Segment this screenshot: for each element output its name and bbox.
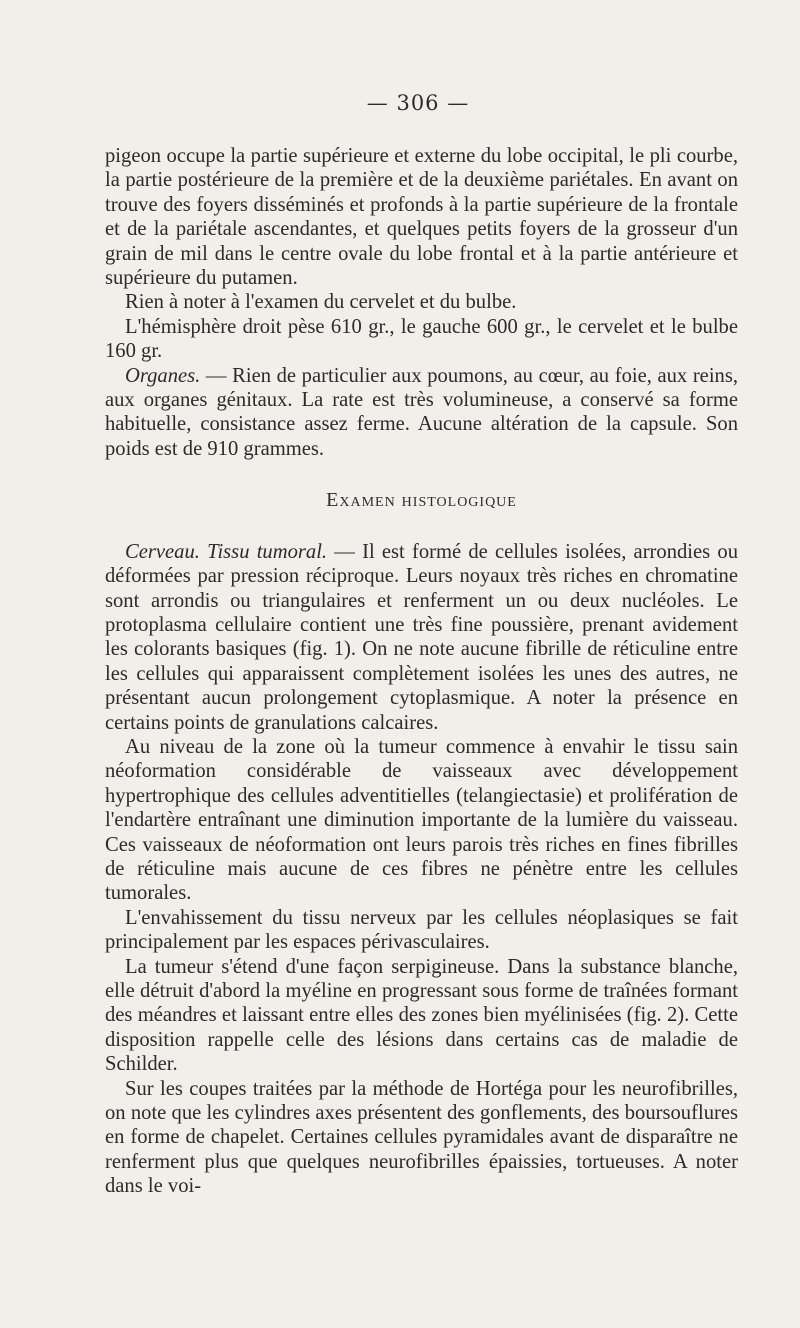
paragraph-6: Au niveau de la zone où la tumeur commence à envahir le tissu sain néoformation considérable de vaisseaux avec développement hypertrophique des cellules adventitielles (telangiectasie) et prolifération de l'endartère entraînant une diminution importante de la lumière du vaisseau. Ces vaisseaux de néoformation ont leurs parois très riches en fines fibrilles de réticuline mais aucune de ces fibres ne pénètre entre les cellules tumorales.: [105, 735, 738, 905]
cerveau-text: — Il est formé de cellules isolées, arrondies ou déformées par pression réciproque. Leurs noyaux très riches en chromatine sont arrondis ou triangulaires et renferment un ou deux nucléoles. Le protoplasma cellulaire contient une très fine poussière, prenant avidement les colorants basiques (fig. 1). On ne note aucune fibrille de réticuline entre les cellules qui apparaissent complètement isolées les unes des autres, ne présentant aucun prolongement cytoplasmique. A noter la présence en certains points de granulations calcaires.: [105, 540, 738, 734]
paragraph-2: Rien à noter à l'examen du cervelet et du bulbe.: [125, 291, 517, 314]
page-number: — 306 —: [366, 91, 470, 115]
body-text: [105, 144, 738, 1199]
paragraph-9: Sur les coupes traitées par la méthode de Hortéga pour les neurofibrilles, on note que les cylindres axes présentent des gonflements, des boursouflures en forme de chapelet. Certaines cellules pyramidales avant de disparaître ne renferment plus que quelques neurofibrilles épaissies, tortueuses. A noter dans le voi-: [105, 1077, 738, 1198]
section-title: Examen histologique: [326, 489, 517, 512]
paragraph-1: pigeon occupe la partie supérieure et externe du lobe occipital, le pli courbe, la partie postérieure de la première et de la deuxième pariétales. En avant on trouve des foyers disséminés et profonds à la partie supérieure de la frontale et de la pariétale ascendantes, et quelques petits foyers de la grosseur d'un grain de mil dans le centre ovale du lobe frontal et à la partie antérieure et supérieure du putamen.: [105, 145, 738, 290]
organes-text: — Rien de particulier aux poumons, au cœur, au foie, aux reins, aux organes génitaux. La rate est très volumineuse, a conservé sa forme habituelle, consistance assez ferme. Aucune altération de la capsule. Son poids est de 910 grammes.: [105, 364, 738, 460]
organes-label: Organes.: [125, 364, 201, 387]
paragraph-8: La tumeur s'étend d'une façon serpigineuse. Dans la substance blanche, elle détruit d'abord la myéline en progressant sous forme de traînées formant des méandres et laissant entre elles des zones bien myélinisées (fig. 2). Cette disposition rappelle celle des lésions dans certains cas de maladie de Schilder.: [105, 955, 738, 1076]
paragraph-cerveau: [105, 540, 738, 735]
cerveau-label: Cerveau. Tissu tumoral.: [125, 540, 328, 563]
paragraph-7: L'envahissement du tissu nerveux par les cellules néoplasiques se fait principalement par les espaces périvasculaires.: [105, 906, 738, 954]
paragraph-3: L'hémisphère droit pèse 610 gr., le gauche 600 gr., le cervelet et le bulbe 160 gr.: [105, 315, 738, 363]
paragraph-organes: [105, 364, 738, 462]
